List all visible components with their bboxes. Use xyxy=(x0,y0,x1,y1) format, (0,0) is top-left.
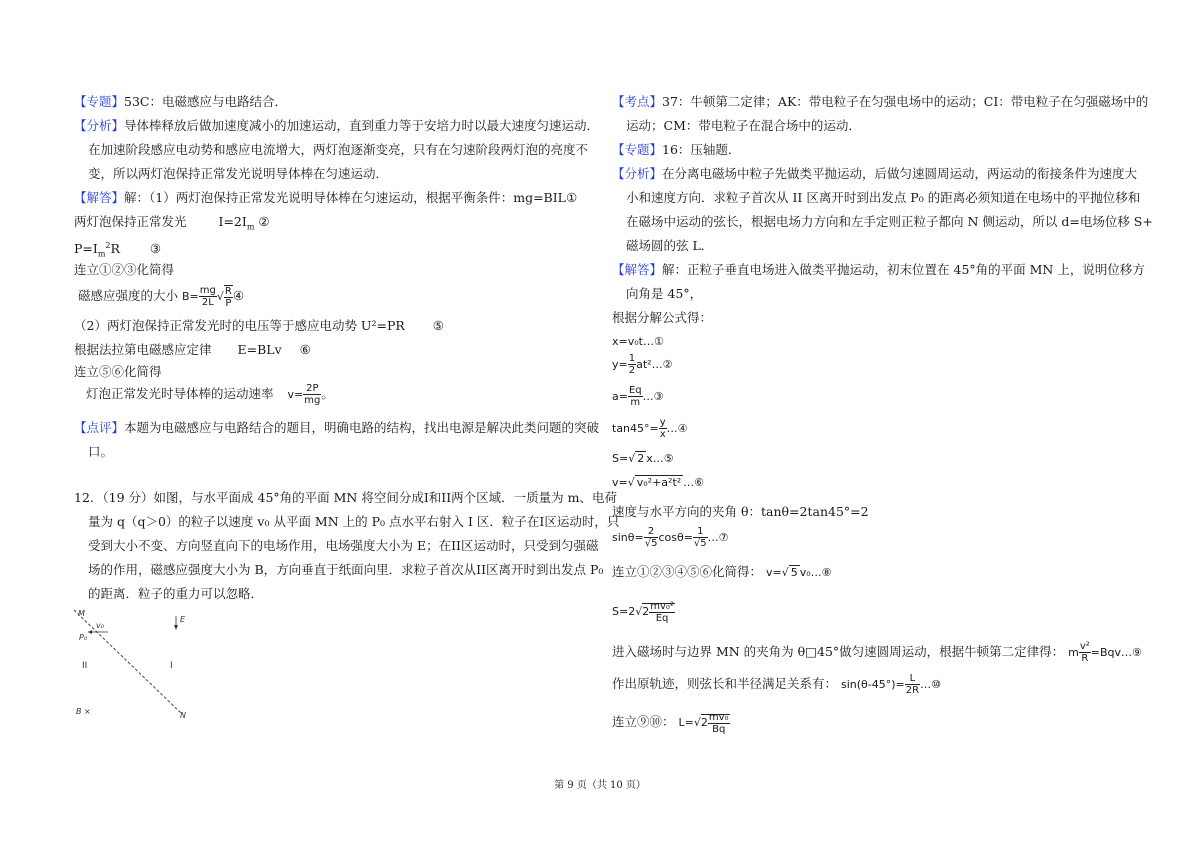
b-mark: ④ xyxy=(232,288,245,303)
l-rad-pre: 2 xyxy=(700,716,708,729)
b-rad-den: P xyxy=(225,297,232,309)
analysis-right-line-1 xyxy=(612,166,1137,182)
v-formula-line xyxy=(86,382,334,407)
part2-text: （2）两灯泡保持正常发光时的电压等于感应电动势 U²=PR xyxy=(74,318,405,333)
label-b: B × xyxy=(76,707,91,716)
f7-fraction-2 xyxy=(693,526,708,549)
topic-text: 53C：电磁感应与电路结合． xyxy=(124,94,287,109)
combine-line-1: 连立①②③化简得 xyxy=(74,262,175,277)
f3-lhs: a= xyxy=(612,390,628,403)
formula-7 xyxy=(612,524,729,551)
f3-num: Eq xyxy=(628,385,642,396)
equation-3 xyxy=(74,238,161,263)
label-v0: v₀ xyxy=(96,621,104,630)
formula-1: x=v₀t…① xyxy=(612,335,664,348)
formula-2 xyxy=(612,352,672,377)
v-num: 2P xyxy=(303,383,321,395)
question-12-line-3: 受到大小不变、方向竖直向下的电场作用，电场强度大小为 E；在II区运动时，只受到匀强磁 xyxy=(88,538,599,553)
l-radical xyxy=(700,711,730,735)
faraday-mark: ⑥ xyxy=(299,342,311,357)
answer-tag: 【解答】 xyxy=(74,190,125,205)
s-fraction xyxy=(649,601,675,624)
f7-cos: cosθ= xyxy=(658,531,693,544)
comment-tag: 【点评】 xyxy=(74,420,125,435)
f3-den: m xyxy=(630,397,641,408)
s-result-line: S=2√2 $\frac{\text{mv₀²}}{Eq}$ xyxy=(612,600,674,624)
s-lhs: S=2 xyxy=(612,605,636,618)
answer-right-line-2: 向角是 45°， xyxy=(626,286,703,301)
eq2-text: 两灯泡保持正常发光 xyxy=(74,214,187,229)
l-fraction xyxy=(708,712,730,735)
label-n: N xyxy=(180,711,186,720)
l-result-line: 连立⑨⑩： L=√2 $\frac{\text{mv₀}}{Bq}$ xyxy=(612,711,729,735)
v-lhs: v= xyxy=(287,388,304,401)
f10-den: 2R xyxy=(905,685,920,696)
b-fraction xyxy=(199,285,217,308)
f4-lhs: tan45°= xyxy=(612,422,659,435)
formula-4 xyxy=(612,416,688,441)
question-12-line-5: 的距离．粒子的重力可以忽略． xyxy=(88,586,264,601)
topic-text-right: 16：压轴题． xyxy=(662,142,741,157)
comment-text-1: 本题为电磁感应与电路结合的题目，明确电路的结构，找出电源是解决此类问题的突破 xyxy=(124,420,600,435)
formula-6: v=√ v₀²+a²t² …⑥ xyxy=(612,476,705,489)
f4-den: x xyxy=(659,429,666,440)
keypoint-line-1 xyxy=(612,94,1148,110)
keypoint-line-2: 运动；CM：带电粒子在混合场中的运动． xyxy=(626,118,861,133)
f7-den-1: √5 xyxy=(644,538,658,549)
f2-num: 1 xyxy=(628,353,636,364)
eq3-tail: R xyxy=(110,241,120,257)
field-arrowhead xyxy=(174,625,178,630)
boundary-mn-line xyxy=(74,610,182,714)
f9-den: R xyxy=(1081,653,1089,664)
v-den: mg xyxy=(304,395,321,406)
f2-lhs: y= xyxy=(612,358,628,371)
analysis-tag-right: 【分析】 xyxy=(612,166,663,181)
l-num: mv₀ xyxy=(708,711,729,723)
f3-fraction xyxy=(628,385,643,408)
label-m: M xyxy=(78,609,85,618)
formula-3 xyxy=(612,384,664,409)
f10-tail: …⑩ xyxy=(920,678,941,691)
comment-line-1 xyxy=(74,420,599,436)
f2-tail: at²…② xyxy=(636,358,673,371)
v-end: 。 xyxy=(321,386,334,401)
combine-right-text-1: 连立①②③④⑤⑥化简得： xyxy=(612,564,763,579)
f7-num-1: 2 xyxy=(644,526,659,538)
f3-tail: …③ xyxy=(642,390,664,403)
eq3-sub: m xyxy=(97,249,106,259)
page-footer: 第 9 页（共 10 页） xyxy=(554,780,646,791)
eq3-mark: ③ xyxy=(149,241,162,257)
question-12-line-4: 场的作用，磁感应强度大小为 B，方向垂直于纸面向里．求粒子首次从II区离开时到出发点 P₀ xyxy=(88,562,604,577)
b-den: 2L xyxy=(201,297,214,308)
f8-tail: v₀…⑧ xyxy=(799,566,832,579)
f5-radicand: 2 xyxy=(637,452,645,465)
question-12-line-2: 量为 q（q＞0）的粒子以速度 v₀ 从平面 MN 上的 P₀ 点水平右射入 I 区．粒子在I区运动时，只 xyxy=(88,514,620,529)
combine-line-2: 连立⑤⑥化简得 xyxy=(74,364,162,379)
f9-fraction xyxy=(1079,641,1091,664)
f2-fraction xyxy=(628,353,636,376)
f6-tail: …⑥ xyxy=(683,476,705,489)
f7-tail: …⑦ xyxy=(707,531,729,544)
analysis-line-2: 在加速阶段感应电动势和感应电流增大，两灯泡逐渐变亮，只有在匀速阶段两灯泡的亮度不 xyxy=(88,142,589,157)
analysis-right-line-4: 磁场圆的弦 L． xyxy=(626,238,714,253)
f5-tail: x…⑤ xyxy=(646,452,674,465)
f10-lhs: sin(θ-45°)= xyxy=(841,678,905,691)
b-radical xyxy=(224,285,233,309)
f7-sin: sinθ= xyxy=(612,531,644,544)
f10-num: L xyxy=(905,673,920,685)
label-e: E xyxy=(180,615,186,624)
f9-num: v² xyxy=(1079,641,1090,652)
orbit-text: 作出原轨迹，则弦长和半径满足关系有： xyxy=(612,676,838,691)
faraday-eq: E=BLv xyxy=(237,342,282,357)
f4-tail: …④ xyxy=(666,422,688,435)
b-num: mg xyxy=(199,285,216,296)
s-rad-pre: 2 xyxy=(642,605,650,618)
f10-fraction xyxy=(905,673,920,696)
answer-right-text-1: 解：正粒子垂直电场进入做类平抛运动，初末位置在 45°角的平面 MN 上，说明位移方 xyxy=(662,262,1145,277)
combine-right-text-2: 连立⑨⑩： xyxy=(612,714,675,729)
f9-tail: =Bqv…⑨ xyxy=(1090,646,1142,659)
f7-num-2: 1 xyxy=(693,526,708,538)
analysis-line-1 xyxy=(74,118,599,134)
part2-line xyxy=(74,318,444,334)
orbit-line xyxy=(612,672,941,697)
field-diagram xyxy=(70,606,210,722)
f6-lhs: v= xyxy=(612,476,628,489)
b-formula-line: 磁感应强度的大小 B= $\frac{mg}{2L}$ √ $\frac{R}{P}$ ④ xyxy=(78,285,245,309)
analysis-right-line-2: 小和速度方向．求粒子首次从 II 区离开时到出发点 P₀ 的距离必须知道在电场中的平抛位移和 xyxy=(626,190,1141,205)
comment-line-2: 口。 xyxy=(88,444,114,459)
l-lhs: L= xyxy=(678,716,694,729)
answer-tag-right: 【解答】 xyxy=(612,262,663,277)
label-p0: P₀ xyxy=(79,633,88,642)
f9-pre: m xyxy=(1068,646,1079,659)
b-label: 磁感应强度的大小 xyxy=(78,288,179,303)
f4-fraction xyxy=(659,417,667,440)
v-fraction xyxy=(303,383,321,406)
b-rad-num: R xyxy=(224,285,232,297)
analysis-text-1: 导体棒释放后做加速度减小的加速运动，直到重力等于安培力时以最大速度匀速运动． xyxy=(124,118,600,133)
combine-right-line-1: 连立①②③④⑤⑥化简得： v=√ 5 v₀…⑧ xyxy=(612,564,832,579)
faraday-text: 根据法拉第电磁感应定律 xyxy=(74,342,212,357)
topic-tag: 【专题】 xyxy=(74,94,125,109)
decomposition-line: 根据分解公式得： xyxy=(612,310,713,325)
answer-line-1 xyxy=(74,190,577,206)
s-num: mv₀² xyxy=(650,600,674,612)
analysis-tag: 【分析】 xyxy=(74,118,125,133)
velocity-arrowhead xyxy=(88,630,92,634)
v-label: 灯泡正常发光时导体棒的运动速率 xyxy=(86,386,274,401)
equation-2 xyxy=(74,214,270,236)
f7-den-2: √5 xyxy=(693,538,707,549)
eq2-mark: ② xyxy=(258,214,270,229)
topic-tag-right: 【专题】 xyxy=(612,142,663,157)
magnetic-entry-text: 进入磁场时与边界 MN 的夹角为 θ□45°做匀速圆周运动，根据牛顿第二定律得： xyxy=(612,644,1065,659)
magnetic-entry-line xyxy=(612,640,1142,665)
f6-radicand: v₀²+a²t² xyxy=(636,476,682,489)
label-region-2: II xyxy=(82,661,88,671)
label-region-1: I xyxy=(170,661,173,671)
question-12-line-1: 12．（19 分）如图，与水平面成 45°角的平面 MN 将空间分成I和II两个区域．一质量为 m、电荷 xyxy=(74,490,617,505)
f7-fraction-1 xyxy=(644,526,659,549)
b-lhs: B= xyxy=(182,290,199,303)
keypoint-text-1: 37：牛顿第二定律；AK：带电粒子在匀强电场中的运动；CI：带电粒子在匀强磁场中的 xyxy=(662,94,1149,109)
eq3-sup: 2 xyxy=(105,241,111,250)
topic-line-right xyxy=(612,142,740,158)
f2-den: 2 xyxy=(628,365,636,376)
analysis-right-text-1: 在分离电磁场中粒子先做类平抛运动，后做匀速圆周运动，两运动的衔接条件为速度大 xyxy=(662,166,1138,181)
faraday-line xyxy=(74,342,311,358)
eq2-formula: I=2I xyxy=(218,214,247,229)
formula-5: S=√ 2 x…⑤ xyxy=(612,452,674,465)
topic-line xyxy=(74,94,287,110)
eq2-sub: m xyxy=(246,222,255,232)
analysis-right-line-3: 在磁场中运动的弦长，根据电场力方向和左手定则正粒子都向 N 侧运动，所以 d=电场位移 S+ xyxy=(626,214,1153,229)
angle-line: 速度与水平方向的夹角 θ：tanθ=2tan45°=2 xyxy=(612,504,869,519)
analysis-line-3: 变，所以两灯泡保持正常发光说明导体棒在匀速运动． xyxy=(88,166,389,181)
part2-mark: ⑤ xyxy=(432,318,444,333)
f8-lhs: v= xyxy=(766,566,782,579)
eq3-formula: P=I xyxy=(74,241,98,257)
answer-text-1: 解：（1）两灯泡保持正常发光说明导体棒在匀速运动，根据平衡条件：mg=BIL① xyxy=(124,190,578,205)
f8-radicand: 5 xyxy=(790,566,798,579)
f5-lhs: S= xyxy=(612,452,629,465)
answer-right-line-1 xyxy=(612,262,1145,278)
l-den: Bq xyxy=(712,723,726,735)
s-den: Eq xyxy=(655,612,669,624)
keypoint-tag: 【考点】 xyxy=(612,94,663,109)
f4-num: y xyxy=(659,417,666,428)
